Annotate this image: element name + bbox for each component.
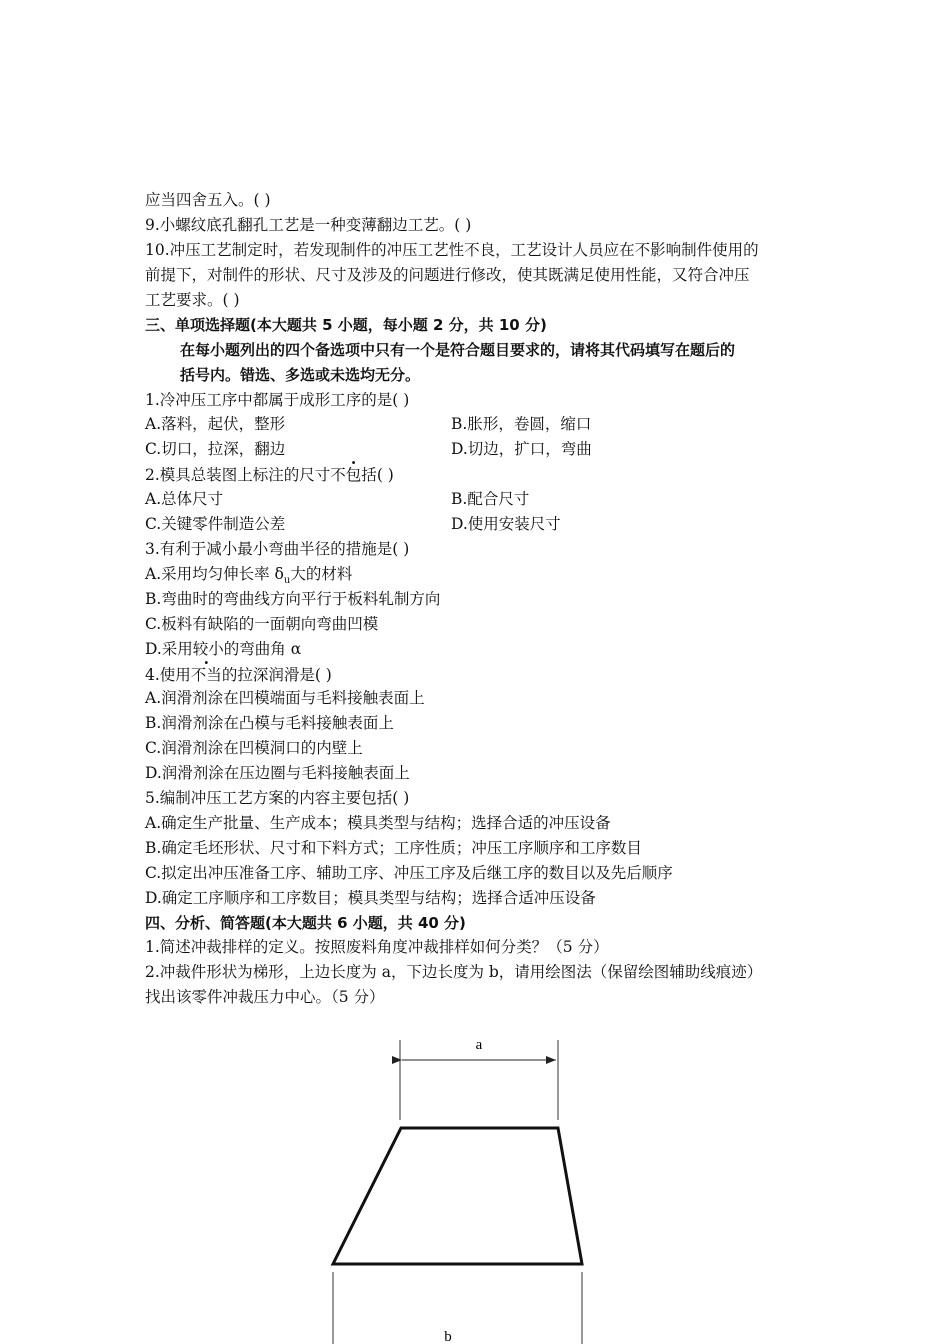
judge-q10-line3: 工艺要求。( )	[145, 291, 240, 309]
trapezoid-shape	[333, 1128, 582, 1264]
judge-q10-line1: 10.冲压工艺制定时，若发现制件的冲压工艺性不良，工艺设计人员应在不影响制件使用的	[145, 241, 759, 259]
section3-instruction-line1: 在每小题列出的四个备选项中只有一个是符合题目要求的，请将其代码填写在题后的	[180, 341, 736, 359]
section3-instruction-line2: 括号内。错选、多选或未选均无分。	[180, 366, 421, 384]
mc-q3-option-a-pre: A.采用均匀伸长率 δ	[145, 565, 284, 583]
mc-q4-option-a: A.润滑剂涂在凹模端面与毛料接触表面上	[145, 689, 425, 707]
short-q2-line2: 找出该零件冲裁压力中心。（5 分）	[145, 988, 385, 1006]
mc-q2-stem-pre: 2.模具总装图上标注的尺寸	[145, 466, 331, 484]
mc-q2-option-c: C.关键零件制造公差	[145, 515, 286, 533]
judge-q9: 9.小螺纹底孔翻孔工艺是一种变薄翻边工艺。( )	[145, 216, 472, 234]
mc-q5-stem: 5.编制冲压工艺方案的内容主要包括( )	[145, 789, 410, 807]
dimension-b-label: b	[444, 1329, 452, 1344]
mc-q3-option-a-post: 大的材料	[290, 565, 353, 583]
short-q1: 1.简述冲裁排样的定义。按照废料角度冲裁排样如何分类？（5 分）	[145, 938, 609, 956]
mc-q1-stem: 1.冷冲压工序中都属于成形工序的是( )	[145, 391, 410, 409]
mc-q4-stem-pre: 4.使用	[145, 666, 191, 684]
mc-q2-option-b: B.配合尺寸	[451, 490, 530, 508]
dimension-a-label: a	[475, 1037, 483, 1053]
mc-q1-option-c: C.切口，拉深，翻边	[145, 440, 286, 458]
mc-q3-option-b: B.弯曲时的弯曲线方向平行于板料轧制方向	[145, 590, 441, 608]
mc-q3-option-a-subscript: u	[283, 575, 291, 587]
mc-q5-option-a: A.确定生产批量、生产成本；模具类型与结构；选择合适的冲压设备	[145, 814, 611, 832]
mc-q4-stem-post: 的拉深润滑是( )	[221, 666, 332, 684]
mc-q2-stem-emphasis: 不包括	[330, 466, 377, 484]
mc-q4-option-c: C.润滑剂涂在凹模洞口的内壁上	[145, 739, 363, 757]
mc-q3-stem: 3.有利于减小最小弯曲半径的措施是( )	[145, 540, 410, 558]
judge-q8-continuation: 应当四舍五入。( )	[145, 191, 271, 209]
mc-q5-option-d: D.确定工序顺序和工序数目；模具类型与结构；选择合适冲压设备	[145, 889, 596, 907]
mc-q4-option-b: B.润滑剂涂在凸模与毛料接触表面上	[145, 714, 394, 732]
mc-q1-option-d: D.切边，扩口，弯曲	[451, 440, 592, 458]
mc-q4-stem-emphasis: 不当	[190, 666, 222, 684]
mc-q2-option-d: D.使用安装尺寸	[451, 515, 561, 533]
mc-q1-option-b: B.胀形，卷圆，缩口	[451, 415, 592, 433]
mc-q2-stem-post: ( )	[376, 466, 394, 484]
section3-title: 三、单项选择题(本大题共 5 小题，每小题 2 分，共 10 分)	[145, 316, 547, 334]
mc-q1-option-a: A.落料，起伏，整形	[145, 415, 286, 433]
mc-q4-option-d: D.润滑剂涂在压边圈与毛料接触表面上	[145, 764, 410, 782]
mc-q3-option-c: C.板料有缺陷的一面朝向弯曲凹模	[145, 615, 379, 633]
mc-q2-option-a: A.总体尺寸	[145, 490, 224, 508]
mc-q5-option-c: C.拟定出冲压准备工序、辅助工序、冲压工序及后继工序的数目以及先后顺序	[145, 864, 673, 882]
mc-q5-option-b: B.确定毛坯形状、尺寸和下料方式；工序性质；冲压工序顺序和工序数目	[145, 839, 642, 857]
judge-q10-line2: 前提下，对制件的形状、尺寸及涉及的问题进行修改，使其既满足使用性能，又符合冲压	[145, 266, 750, 284]
short-q2-line1: 2.冲裁件形状为梯形，上边长度为 a，下边长度为 b，请用绘图法（保留绘图辅助线痕迹）	[145, 963, 763, 981]
section4-title: 四、分析、简答题(本大题共 6 小题，共 40 分)	[145, 914, 466, 932]
mc-q3-option-d: D.采用较小的弯曲角 α	[145, 640, 302, 658]
